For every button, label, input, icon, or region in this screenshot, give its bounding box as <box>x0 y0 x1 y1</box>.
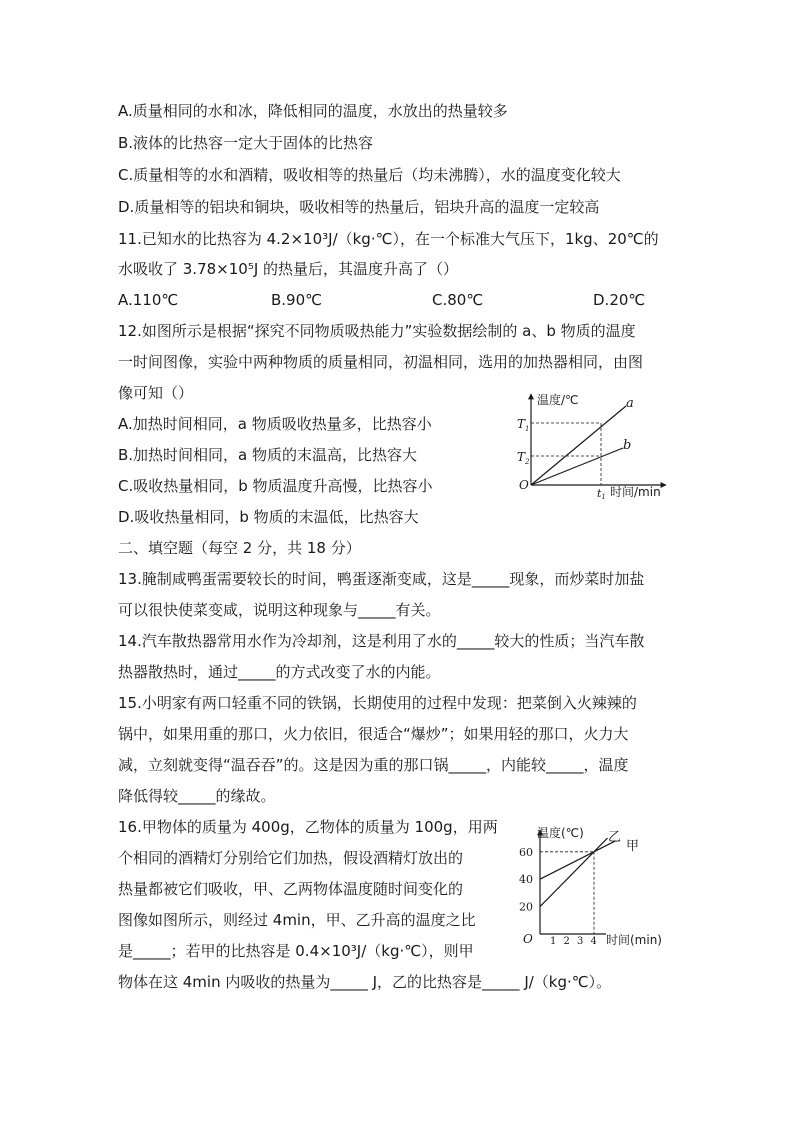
x-tick-label: 3 <box>577 936 584 947</box>
q16-temperature-time-chart <box>514 822 664 948</box>
q10-option-a: A.质量相同的水和冰，降低相同的温度，水放出的热量较多 <box>118 102 508 120</box>
q14-stem-1: 14.汽车散热器常用水作为冷却剂，这是利用了水的_____较大的性质；当汽车散 <box>118 632 645 650</box>
q16-stem-6: 物体在这 4min 内吸收的热量为_____ J，乙的比热容是_____ J/（kg·℃）。 <box>118 973 612 991</box>
q11-option-a: A.110℃ <box>118 291 179 309</box>
q11-option-b: B.90℃ <box>271 291 322 309</box>
q16-stem-1: 16.甲物体的质量为 400g，乙物体的质量为 100g，用两 <box>118 818 498 836</box>
section-2-heading: 二、填空题（每空 2 分，共 18 分） <box>118 539 361 557</box>
q12-temperature-time-graph <box>506 388 676 500</box>
x-tick-label: 4 <box>590 936 597 947</box>
q11-option-c: C.80℃ <box>432 291 484 309</box>
q13-stem-1: 13.腌制咸鸭蛋需要较长的时间，鸭蛋逐渐变咸，这是_____现象，而炒菜时加盐 <box>118 570 645 588</box>
q15-stem-3: 减，立刻就变得“温吞吞”的。这是因为重的那口锅_____，内能较_____，温度 <box>118 756 629 774</box>
q16-stem-4: 图像如图所示，则经过 4min，甲、乙升高的温度之比 <box>118 911 476 929</box>
q10-option-d: D.质量相等的铝块和铜块，吸收相等的热量后，铝块升高的温度一定较高 <box>118 198 600 216</box>
origin-label: O <box>523 932 533 946</box>
q10-option-c: C.质量相等的水和酒精，吸收相等的热量后（均未沸腾），水的温度变化较大 <box>118 166 621 184</box>
line-a <box>531 406 626 485</box>
series-line-jia <box>540 841 616 879</box>
x-axis-title: 时间(min) <box>606 933 662 947</box>
y-axis-title: 温度(℃) <box>537 826 584 840</box>
q11-stem-1: 11.已知水的比热容为 4.2×10³J/（kg·℃），在一个标准大气压下，1kg、20℃的 <box>118 230 659 248</box>
q15-stem-2: 锅中，如果用重的那口，火力依旧，很适合“爆炒”；如果用轻的那口，火力大 <box>118 725 629 743</box>
q12-stem-1: 12.如图所示是根据“探究不同物质吸热能力”实验数据绘制的 a、b 物质的温度 <box>118 322 636 340</box>
line-a-label: a <box>626 396 634 411</box>
q16-stem-3: 热量都被它们吸收，甲、乙两物体温度随时间变化的 <box>118 880 464 898</box>
T2-label: $T_2$ <box>517 450 530 466</box>
q14-stem-2: 热器散热时，通过_____的方式改变了水的内能。 <box>118 663 441 681</box>
q11-options <box>118 290 678 310</box>
t1-label: t1 <box>597 487 606 500</box>
q15-stem-4: 降低得较_____的缘故。 <box>118 787 276 805</box>
series-yi-label: 乙 <box>608 830 622 845</box>
series-line-yi <box>540 838 608 907</box>
y-axis-title: 温度/℃ <box>537 393 579 407</box>
origin-label: O <box>519 478 529 492</box>
T1-label: $T_1$ <box>517 417 530 433</box>
q13-stem-2: 可以很快使菜变咸，说明这种现象与_____有关。 <box>118 601 441 619</box>
x-tick-label: 1 <box>550 936 557 947</box>
q12-option-a: A.加热时间相同，a 物质吸收热量多，比热容小 <box>118 415 432 433</box>
line-b <box>531 448 623 485</box>
q12-option-d: D.吸收热量相同，b 物质的末温低，比热容大 <box>118 508 419 526</box>
q15-stem-1: 15.小明家有两口轻重不同的铁锅，长期使用的过程中发现：把菜倒入火辣辣的 <box>118 694 637 712</box>
series-jia-label: 甲 <box>626 839 640 854</box>
q10-option-b: B.液体的比热容一定大于固体的比热容 <box>118 134 374 152</box>
y-tick-label: 60 <box>519 845 533 859</box>
q12-stem-3: 像可知（） <box>118 384 194 402</box>
q16-stem-2: 个相同的酒精灯分别给它们加热，假设酒精灯放出的 <box>118 849 464 867</box>
q12-stem-2: 一时间图像，实验中两种物质的质量相同，初温相同，选用的加热器相同，由图 <box>118 353 644 371</box>
q11-option-d: D.20℃ <box>593 291 646 309</box>
q12-option-b: B.加热时间相同，a 物质的末温高，比热容大 <box>118 446 418 464</box>
q12-option-c: C.吸收热量相同，b 物质温度升高慢，比热容小 <box>118 477 433 495</box>
q16-stem-5: 是_____；若甲的比热容是 0.4×10³J/（kg·℃），则甲 <box>118 942 474 960</box>
line-b-label: b <box>623 438 632 453</box>
x-axis-title: 时间/min <box>610 485 661 499</box>
y-tick-label: 40 <box>519 873 533 887</box>
y-tick-label: 20 <box>519 900 533 914</box>
q11-stem-2: 水吸收了 3.78×10⁵J 的热量后，其温度升高了（） <box>118 260 459 278</box>
x-tick-label: 2 <box>563 936 570 947</box>
